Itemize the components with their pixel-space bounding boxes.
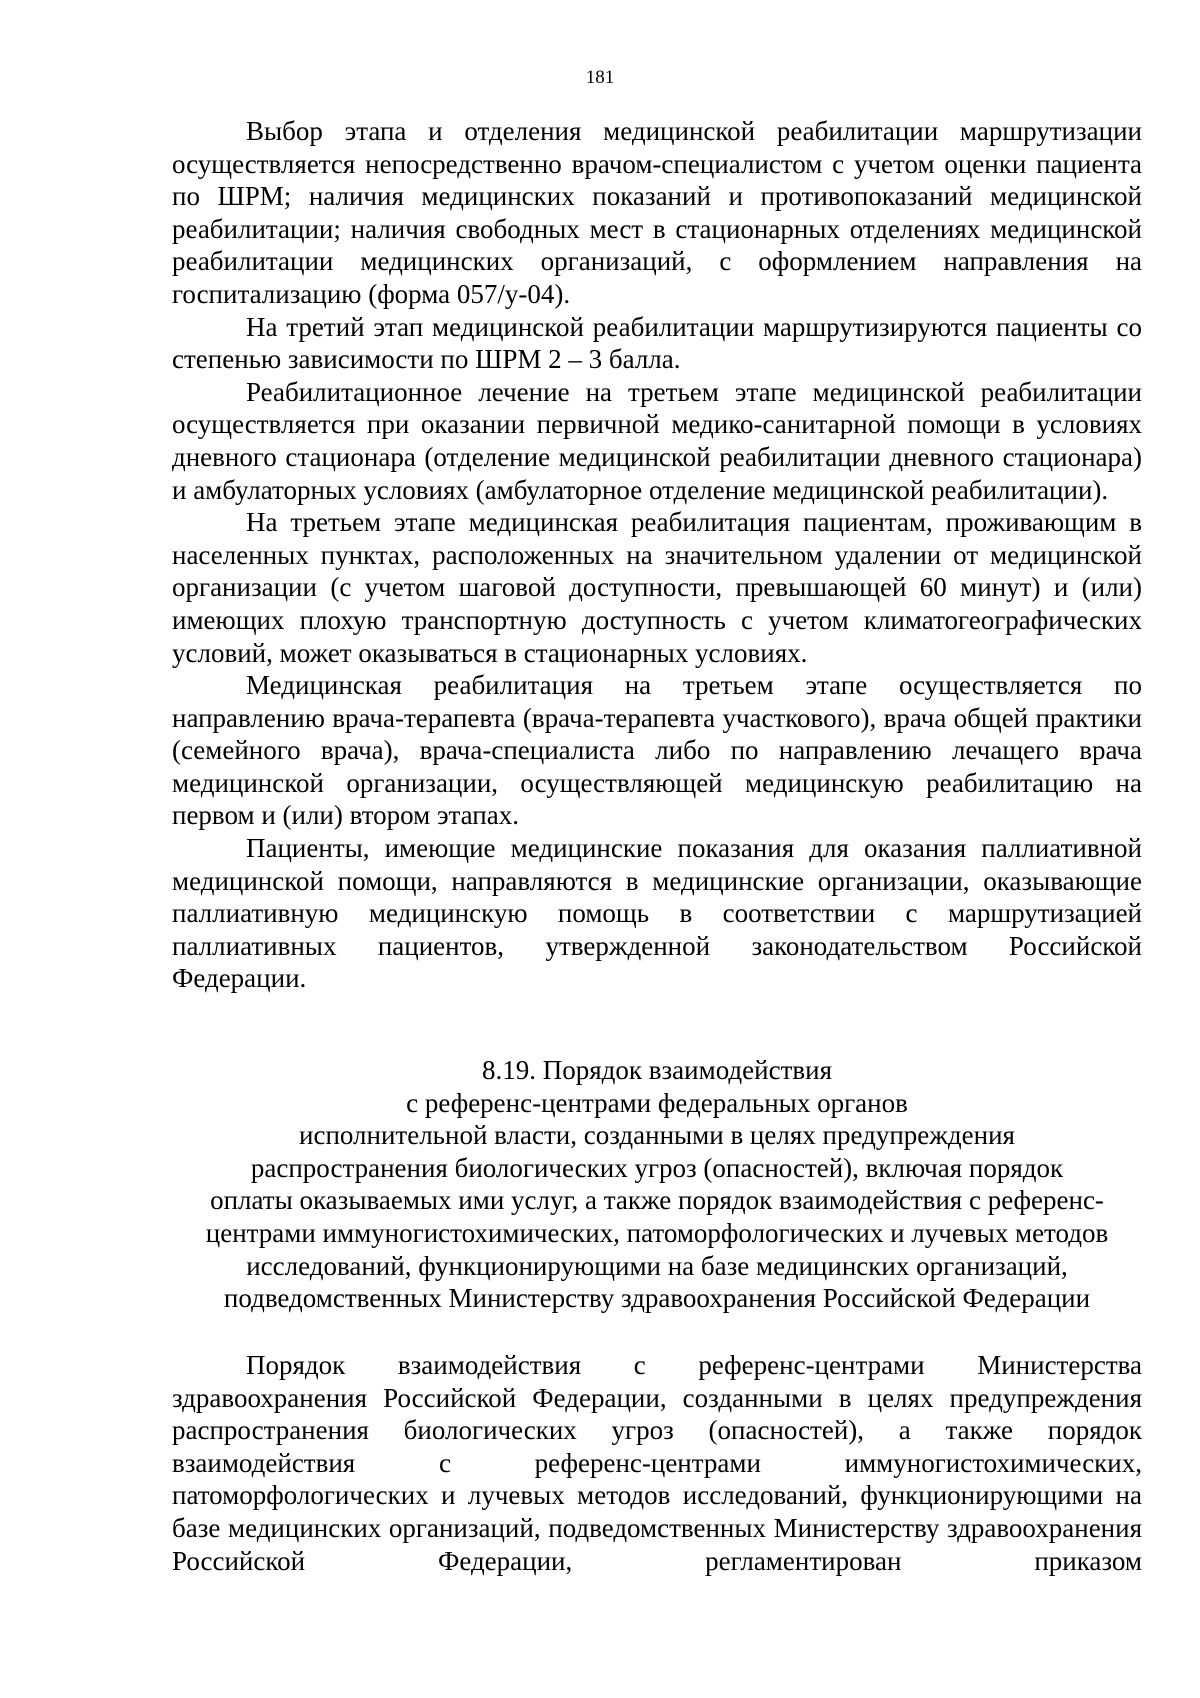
section-heading-line: исследований, функционирующими на базе медицинских организаций, xyxy=(246,1250,1068,1281)
page-number: 181 xyxy=(585,67,615,88)
section-heading-line: подведомственных Министерству здравоохранения Российской Федерации xyxy=(223,1283,1091,1314)
paragraph-referral: Медицинская реабилитация на третьем этапе осуществляется по направлению врача-терапевта (врача-терапевта участкового), врача общей практики (семейного врача), врача-специалиста либо по направлению лечащего врача медицинской организации, осуществляющей медицинскую реабилитацию на первом и (или) втором этапах. xyxy=(172,670,1142,831)
section-heading-line: оплаты оказываемых ими услуг, а также порядок взаимодействия с референс- xyxy=(210,1185,1104,1216)
paragraph-remote-settlements: На третьем этапе медицинская реабилитация пациентам, проживающим в населенных пунктах, расположенных на значительном удалении от медицинской организации (с учетом шаговой доступности, превышающей 60 минут) и (или) имеющих плохую транспортную доступность с учетом климатогеографических условий, может оказываться в стационарных условиях. xyxy=(172,507,1142,668)
paragraph-third-stage-routing: На третий этап медицинской реабилитации маршрутизируются пациенты со степенью зависимости по ШРМ 2 – 3 балла. xyxy=(172,311,1142,375)
section-heading xyxy=(172,1054,1142,1315)
section-heading-line: исполнительной власти, созданными в целях предупреждения xyxy=(299,1120,1015,1151)
closing-text xyxy=(172,1349,1142,1577)
section-heading-line: с референс-центрами федеральных органов xyxy=(406,1087,908,1118)
paragraph-third-stage-treatment: Реабилитационное лечение на третьем этапе медицинской реабилитации осуществляется при оказании первичной медико-санитарной помощи в условиях дневного стационара (отделение медицинской реабилитации дневного стационара) и амбулаторных условиях (амбулаторное отделение медицинской реабилитации). xyxy=(172,376,1142,505)
section-heading-line: распространения биологических угроз (опасностей), включая порядок xyxy=(250,1152,1064,1183)
section-heading-line: 8.19. Порядок взаимодействия xyxy=(482,1055,832,1085)
body-text xyxy=(172,115,1142,995)
section-heading-line: центрами иммуногистохимических, патоморфологических и лучевых методов xyxy=(205,1217,1109,1248)
paragraph-stage-selection: Выбор этапа и отделения медицинской реабилитации маршрутизации осуществляется непосредственно врачом-специалистом с учетом оценки пациента по ШРМ; наличия медицинских показаний и противопоказаний медицинской реабилитации; наличия свободных мест в стационарных отделениях медицинской реабилитации медицинских организаций, с оформлением направления на госпитализацию (форма 057/у-04). xyxy=(172,116,1142,309)
paragraph-reference-centers: Порядок взаимодействия с референс-центрами Министерства здравоохранения Российской Федерации, созданными в целях предупреждения распространения биологических угроз (опасностей), а также порядок взаимодействия с референс-центрами иммуногистохимических, патоморфологических и лучевых методов исследований, функционирующими на базе медицинских организаций, подведомственных Министерству здравоохранения Российской Федерации, регламентирован приказом xyxy=(172,1350,1142,1576)
paragraph-palliative: Пациенты, имеющие медицинские показания для оказания паллиативной медицинской помощи, направляются в медицинские организации, оказывающие паллиативную медицинскую помощь в соответствии с маршрутизацией паллиативных пациентов, утвержденной законодательством Российской Федерации. xyxy=(172,833,1142,994)
